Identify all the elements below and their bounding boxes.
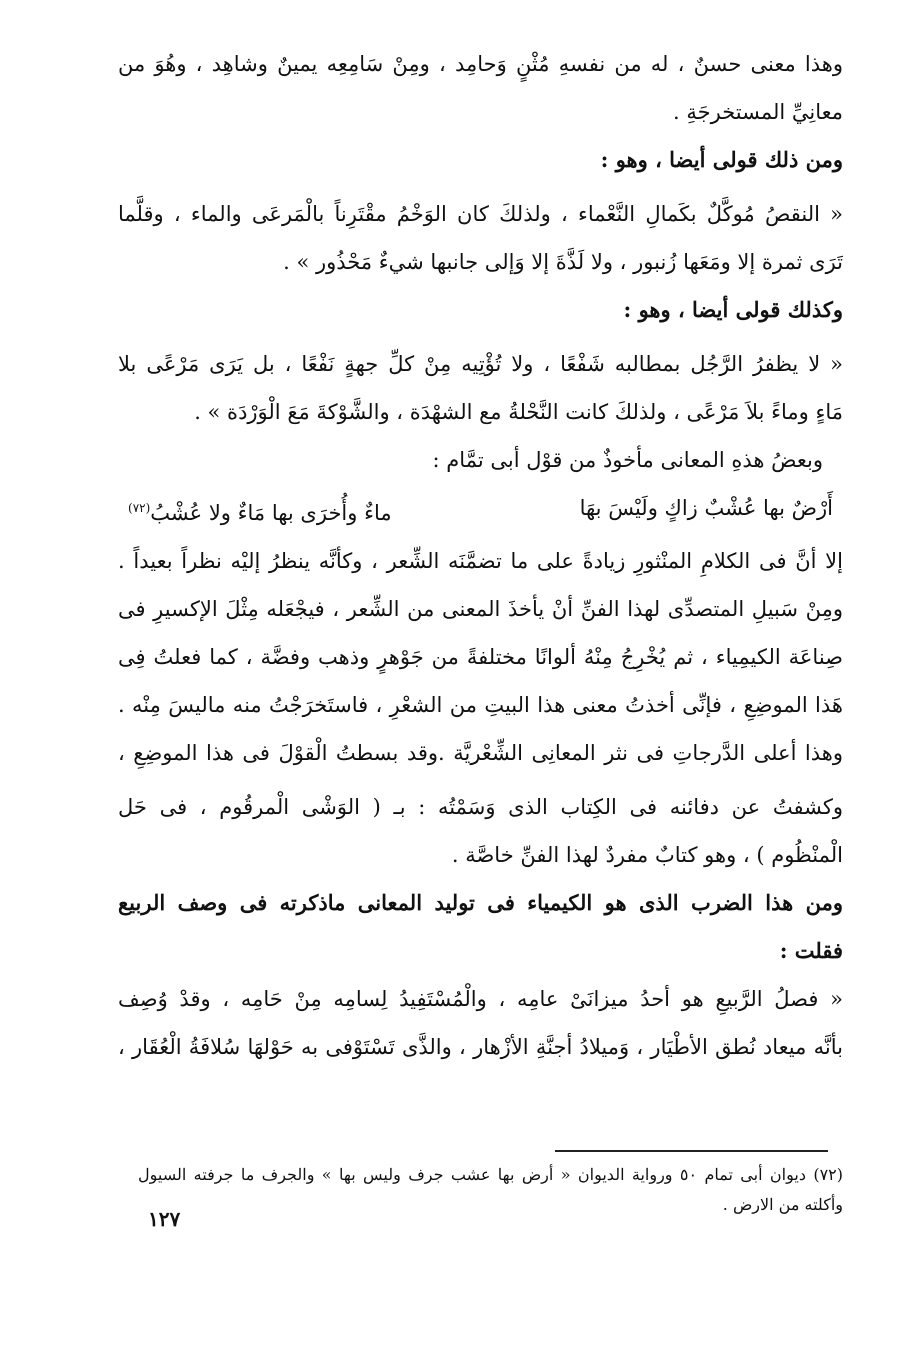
text-line: هَذا الموضِعِ ، فإنِّى أخذتُ معنى هذا البيتِ من الشعْرِ ، فاستَخرَجْتُ منه ماليسَ مِنْه .: [118, 693, 843, 717]
footnote-line: وأكلته من الارض .: [722, 1195, 843, 1214]
quote-line: مَاءٍ وماءً بلاَ مَرْعًى ، ولذلكَ كانت النَّحْلةُ مع الشهْدَة ، والشَّوْكةَ مَعَ الْوَرْدَة » .: [194, 400, 843, 424]
footnote-separator: [555, 1150, 828, 1152]
quote-line: « لا يظفرُ الرَّجُل بمطالبه شَفْعًا ، ولا تُؤْتِيه مِنْ كلِّ جهةٍ نَفْعًا ، بل يَرَى مَرْعًى بلا: [118, 352, 843, 376]
verse-hemistich-second: [118, 484, 402, 537]
text-line: وهذا أعلى الدَّرجاتِ فى نثر المعانِى الشِّعْريَّة .وقد بسطتُ الْقوْلَ فى هذا الموضِعِ ،: [118, 741, 843, 765]
section-heading: فقلت :: [779, 938, 843, 963]
quote-line: « النقصُ مُوكَّلٌ بكَمالِ النَّعْماء ، ولذلكَ كان الوَخْمُ مقْتَرِناً بالْمَرعَى والماء ، وقلَّما: [118, 202, 843, 226]
text-line: صِناعَة الكيمِياء ، ثم يُخْرِجُ مِنْهُ ألوانًا مختلفةً من جَوْهرٍ وذهب وفضَّة ، كما فعلتُ فِى: [118, 645, 843, 669]
footnote-line: (٧٢) ديوان أبى تمام ٥٠ ورواية الديوان « أرض بها عشب جرف وليس بها » والجرف ما جرفته السيول: [138, 1165, 843, 1184]
text-line: الْمنْظُوم ) ، وهو كتابٌ مفردٌ لهذا الفنِّ خاصَّة .: [451, 843, 843, 867]
text-line: وهذا معنى حسنٌ ، له من نفسهِ مُثْنٍ وَحامِد ، ومِنْ سَامِعِه يمينٌ وشاهِد ، وهُوَ من: [118, 52, 843, 76]
section-heading: ومن هذا الضرب الذى هو الكيمياء فى توليد المعانى ماذكرته فى وصف الربيع: [118, 890, 843, 915]
quote-line: بأنَّه ميعاد نُطق الأطْيَار ، وَميلادُ أجنَّةِ الأزْهار ، والذَّى تَسْتَوْفى به حَوْلهَا سُلافَةُ الْعُقَار ،: [118, 1035, 843, 1059]
page-number: ١٢٧: [148, 1207, 181, 1231]
verse-hemistich-first: أَرْضٌ بها عُشْبٌ زاكٍ ولَيْسَ بهَا: [579, 496, 833, 520]
quote-line: تَرَى ثمرة إلا ومَعَها زُنبور ، ولا لَذَّةَ إلا وَإلى جانبها شيءٌ مَحْذُور » .: [283, 250, 843, 274]
footnote: [138, 1160, 843, 1220]
text-line: إلا أنَّ فى الكلامِ المنْثورِ زيادةً على ما تضمَّنَه الشِّعر ، وكأنَّه ينظرُ إليْه نظراً بعيداً .: [118, 549, 843, 573]
footnote-reference: (٧٢): [128, 501, 151, 515]
verse-hemistich-second-text: ماءٌ وأُخرَى بها مَاءٌ ولا عُشْبُ: [150, 501, 392, 525]
text-line: معانِيِّ المستخرجَةِ .: [673, 100, 843, 124]
section-heading: وكذلك قولى أيضا ، وهو :: [623, 297, 843, 322]
section-heading: ومن ذلك قولى أيضا ، وهو :: [600, 147, 843, 172]
poem-verse: [118, 484, 843, 537]
page-body: [118, 40, 843, 1071]
text-line: ومِنْ سَبيلِ المتصدِّى لهذا الفنِّ أنْ يأخذَ المعنى من الشِّعر ، فيجْعَله مِثْلَ الإكسيرِ فى: [118, 597, 843, 621]
quote-line: « فصلُ الرَّبيعِ هو أحدُ ميزانَىْ عامِه ، والْمُسْتَفِيدُ لِسامِه مِنْ حَامِه ، وقدْ وُصِف: [118, 987, 843, 1011]
verse-intro: وبعضُ هذهِ المعانى مأخوذٌ من قوْل أبى تمَّام :: [432, 448, 823, 472]
text-line: وكشفتُ عن دفائنه فى الكِتاب الذى وَسَمْتُه : بـ ( الوَشْى الْمرقُوم ، فى حَل: [118, 795, 843, 819]
